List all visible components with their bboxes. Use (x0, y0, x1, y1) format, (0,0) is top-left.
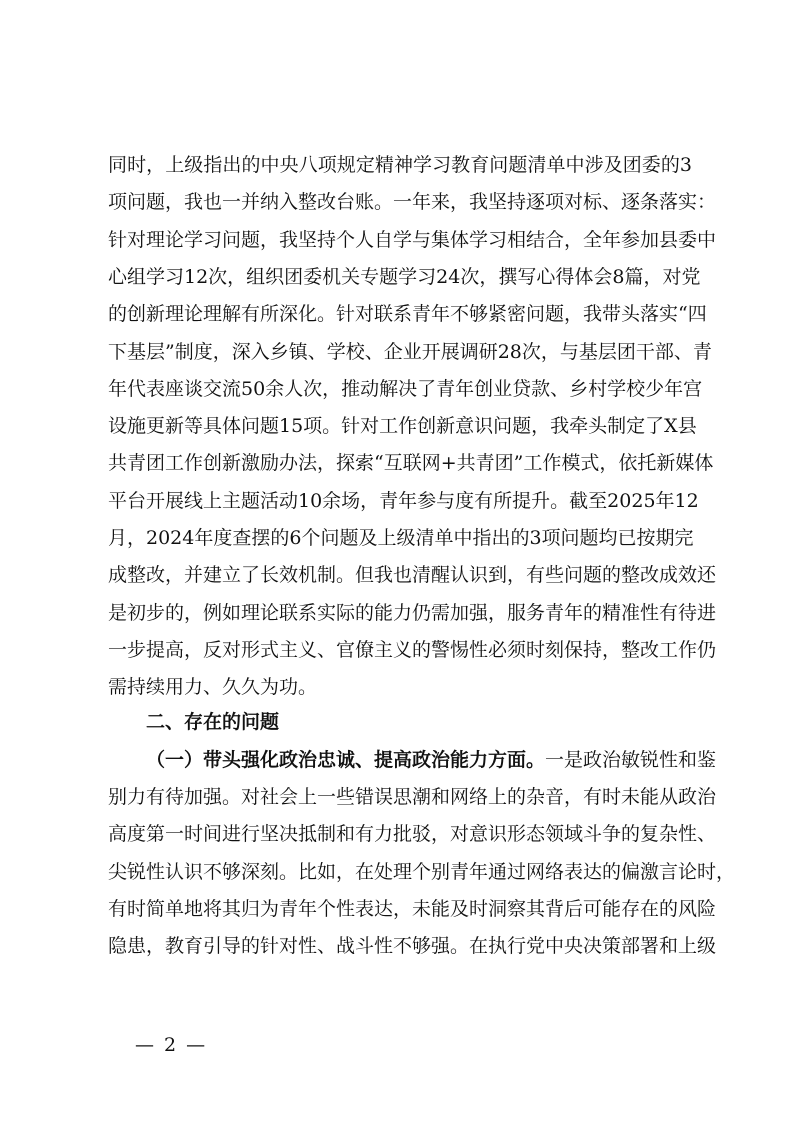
section-heading: 二、存在的问题 (146, 711, 280, 733)
text-line: 有时简单地将其归为青年个性表达，未能及时洞察其背后可能存在的风险 (108, 897, 717, 920)
text-line: 共青团工作创新激励办法，探索“互联网+共青团”工作模式，依托新媒体 (108, 452, 714, 475)
text-line: 成整改，并建立了长效机制。但我也清醒认识到，有些问题的整改成效还 (108, 564, 717, 587)
text-line: 高度第一时间进行坚决抵制和有力批驳，对意识形态领域斗争的复杂性、 (108, 823, 717, 846)
text-line: 心组学习12次，组织团委机关专题学习24次，撰写心得体会8篇，对党 (108, 265, 701, 288)
text-line: 尖锐性认识不够深刻。比如，在处理个别青年通过网络表达的偏激言论时， (108, 860, 736, 883)
text-line: 月，2024年度查摆的6个问题及上级清单中指出的3项问题均已按期完 (108, 527, 694, 549)
text-line: 下基层”制度，深入乡镇、学校、企业开展调研28次，与基层团干部、青 (108, 340, 712, 363)
text-line: 针对理论学习问题，我坚持个人自学与集体学习相结合，全年参加县委中 (108, 228, 717, 251)
text-line: 隐患，教育引导的针对性、战斗性不够强。在执行党中央决策部署和上级 (108, 935, 717, 958)
text-line: 平台开展线上主题活动10余场，青年参与度有所提升。截至2025年12 (108, 489, 699, 512)
text-line: 是初步的，例如理论联系实际的能力仍需加强，服务青年的精准性有待进 (108, 601, 717, 624)
text-line: 同时，上级指出的中央八项规定精神学习教育问题清单中涉及团委的3 (108, 154, 692, 176)
text-line: 项问题，我也一并纳入整改台账。一年来，我坚持逐项对标、逐条落实： (108, 191, 717, 214)
text-line: 需持续用力、久久为功。 (108, 676, 318, 699)
text-line: 年代表座谈交流50余人次，推动解决了青年创业贷款、乡村学校少年宫 (108, 377, 703, 400)
text-line: 设施更新等具体问题15项。针对工作创新意识问题，我牵头制定了X县 (108, 415, 697, 438)
text-line: 的创新理论理解有所深化。针对联系青年不够紧密问题，我带头落实“四 (108, 303, 707, 326)
text-line: 别力有待加强。对社会上一些错误思潮和网络上的杂音，有时未能从政治 (108, 786, 717, 808)
paragraph-first-line (146, 748, 717, 772)
paragraph-lead: （一）带头强化政治忠诚、提高政治能力方面。 (146, 749, 546, 771)
text-line: 一步提高，反对形式主义、官僚主义的警惕性必须时刻保持，整改工作仍 (108, 638, 717, 661)
paragraph-text: 一是政治敏锐性和鉴 (545, 749, 717, 771)
page-number: — 2 — (135, 1034, 208, 1056)
